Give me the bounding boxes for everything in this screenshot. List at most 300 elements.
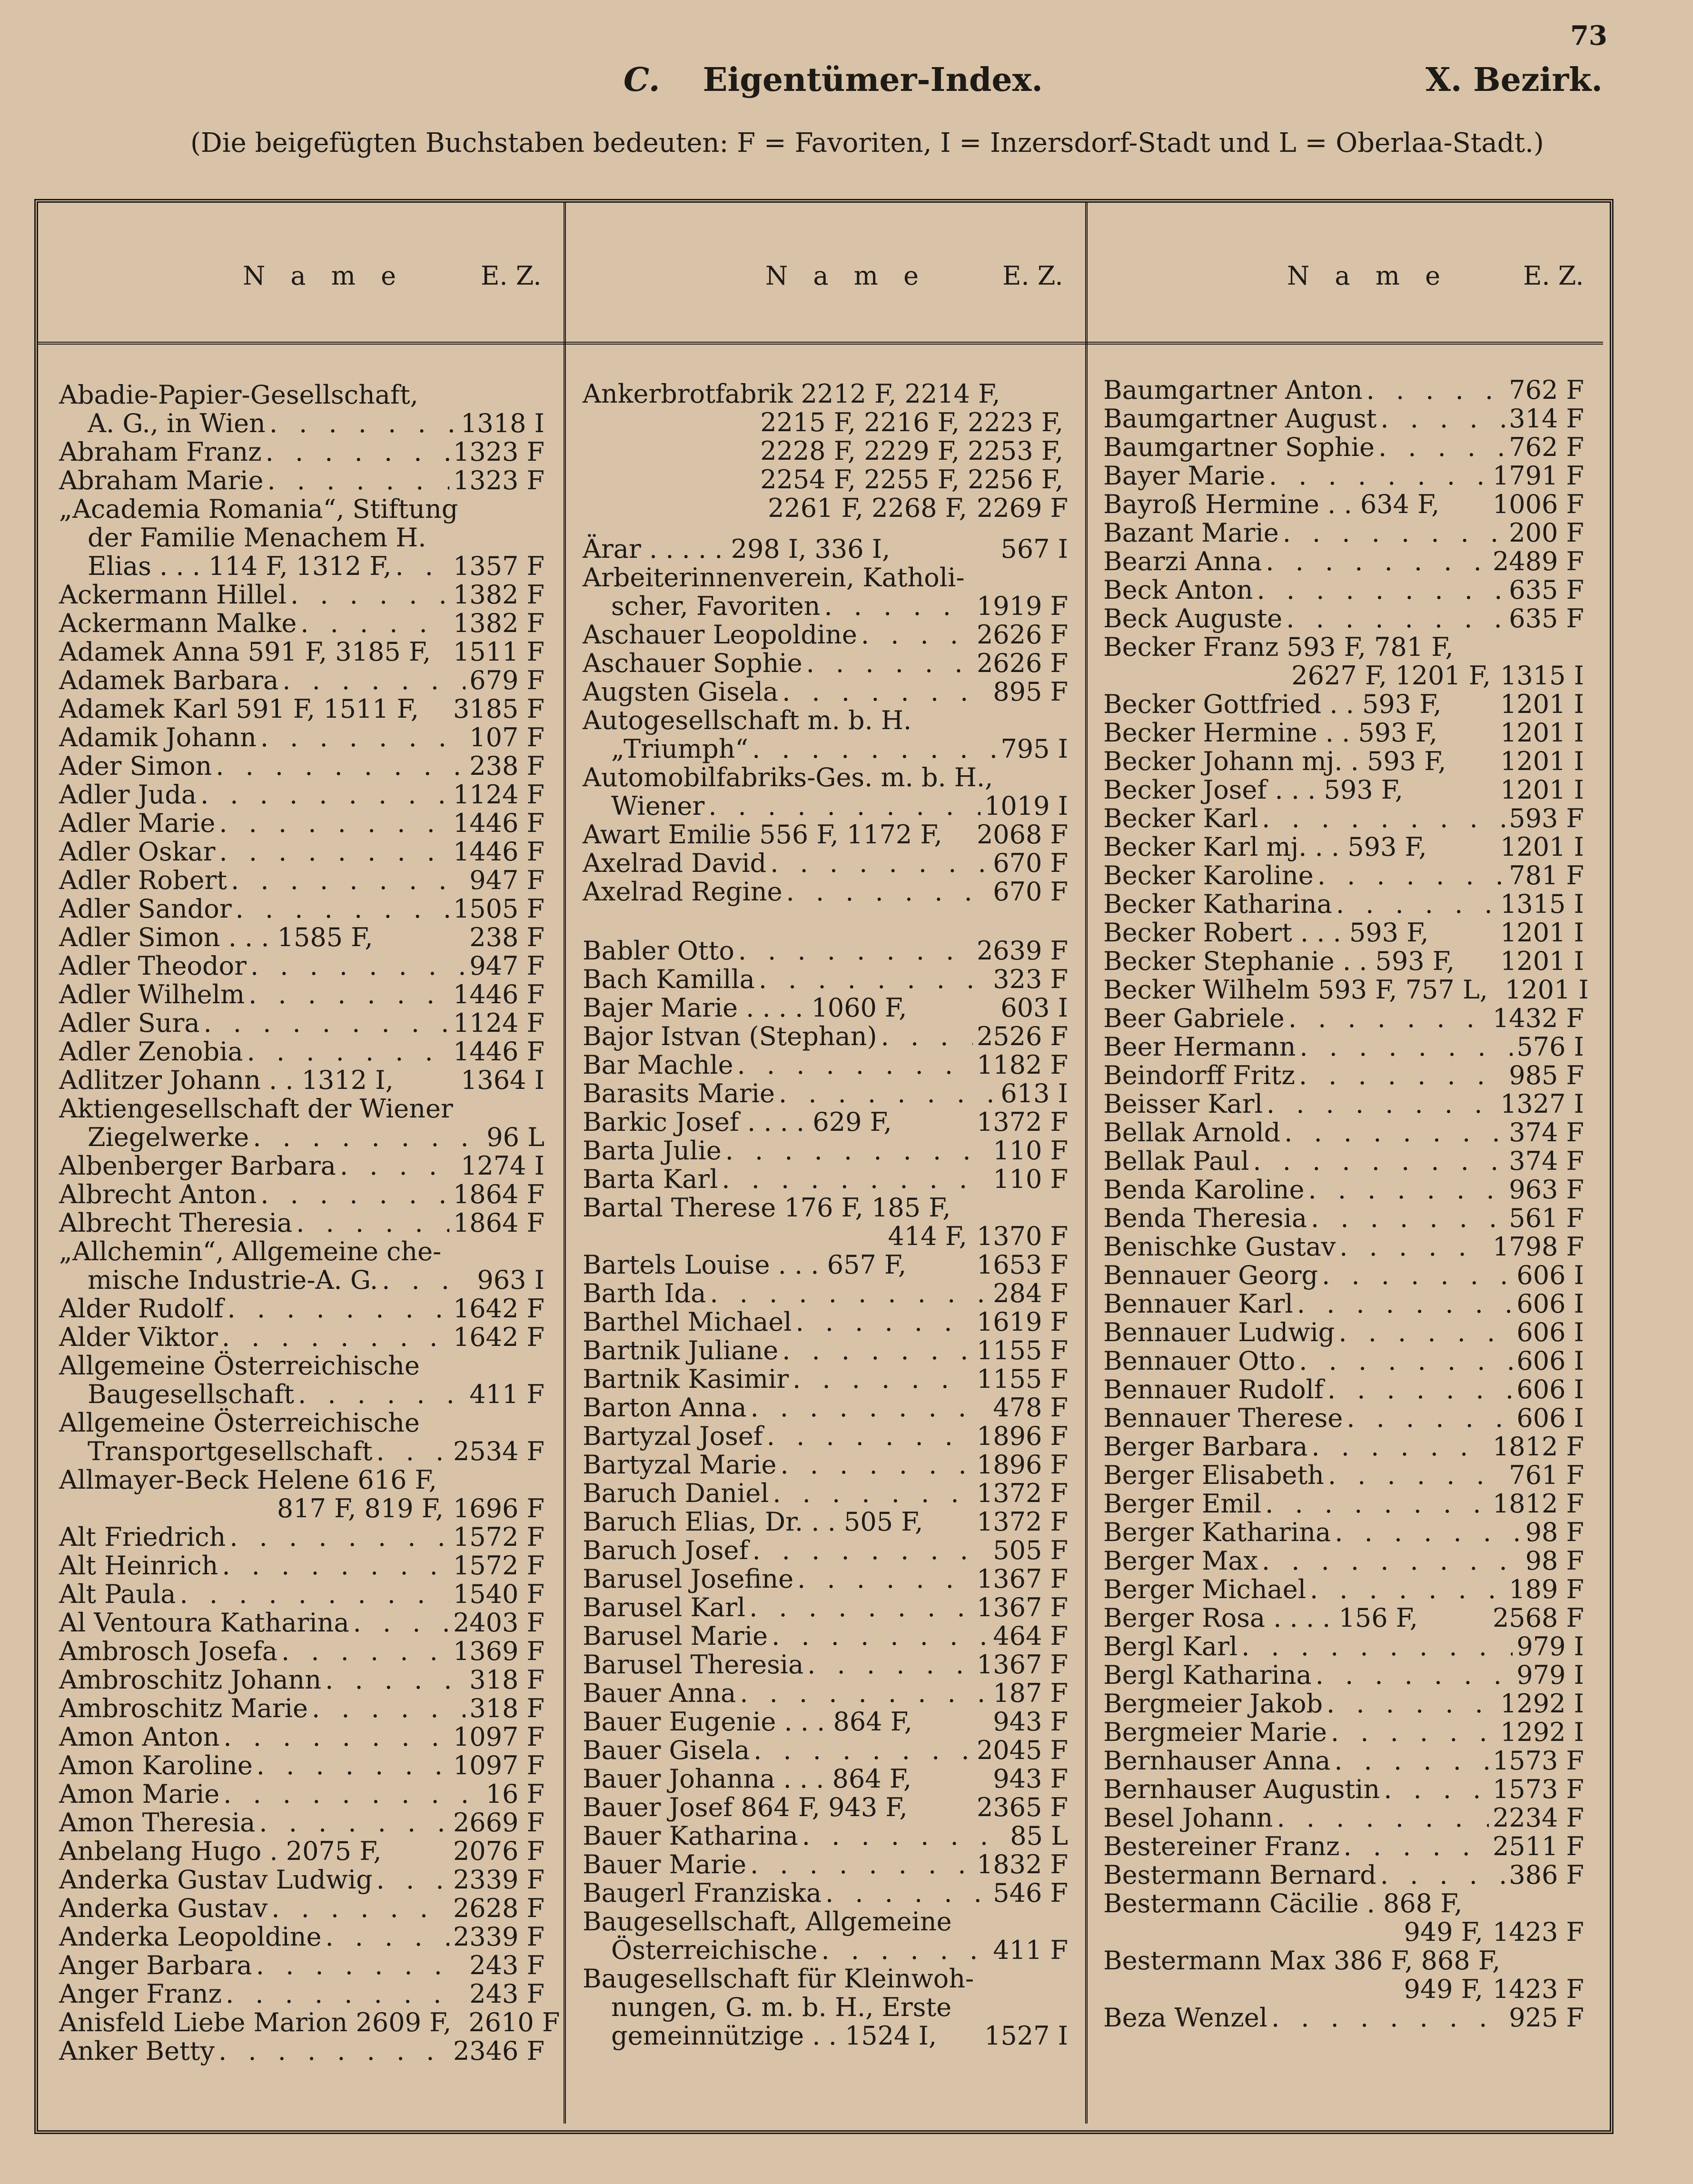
entry-name: Abraham Marie [59,465,264,495]
entry-line [583,735,1068,763]
entry-line [1103,376,1584,405]
entry-name: Baugesellschaft [88,1379,295,1409]
entry-name: Bayroß Hermine . . 634 F, [1103,489,1440,519]
entry-name: Barasits Marie [583,1078,775,1108]
entry-name: Benda Karoline [1103,1175,1305,1205]
entry-name: Ackermann Malke [59,608,297,638]
entry-ez: 2568 F [1492,1603,1584,1633]
entry-name: Adler Juda [59,780,197,810]
entry-line [1103,519,1584,547]
entry-line [1103,1975,1584,2004]
index-entry [583,1907,1068,1965]
entry-name: Adler Simon . . . 1585 F, [59,922,373,952]
index-entry [1103,747,1584,776]
entry-line [1103,690,1584,719]
leader-dots [1336,890,1496,919]
index-entry [1103,1061,1584,1090]
entry-line [583,1479,1068,1508]
entry-name: Anderka Leopoldine [59,1922,322,1952]
entry-name: Berger Emil [1103,1489,1262,1519]
leader-dots [752,1536,989,1565]
entry-line [583,1850,1068,1879]
entry-line [583,1108,1068,1136]
entry-ez: 1201 I [1500,832,1584,862]
index-entry [583,1679,1068,1708]
leader-dots [228,1295,449,1323]
entry-line [583,649,1068,678]
entry-name: Becker Karl [1103,803,1258,833]
entry-name: Becker Katharina [1103,889,1332,919]
page-number: 73 [1570,20,1607,51]
entry-ez: 505 F [993,1535,1068,1565]
entry-continuation: Autogesellschaft m. b. H. [583,705,912,735]
index-entry [1103,1547,1584,1575]
entry-ez: 1812 F [1492,1489,1584,1519]
entry-line [1103,1832,1584,1861]
leader-dots [782,678,989,706]
leader-dots [740,1679,989,1708]
entry-ez: 1315 I [1500,661,1584,691]
entry-continuation: Bestermann Cäcilie . 868 F, [1103,1888,1463,1918]
entry-name: Ackermann Hillel [59,580,287,610]
index-entry [59,1666,545,1694]
index-entry [59,695,545,723]
entry-name: Bar Machle [583,1050,733,1080]
entry-name: Adamik Johann [59,722,257,752]
entry-name: Abraham Franz [59,437,262,467]
entry-ez: 1382 F [453,580,545,610]
leader-dots [1277,1804,1489,1832]
index-entry [583,820,1068,849]
index-entry [59,1866,545,1894]
entry-line [583,1765,1068,1793]
index-entry [583,1765,1068,1793]
entry-continuation: „Academia Romania“, Stiftung [59,494,458,524]
entry-line [1103,1176,1584,1204]
entry-ez: 2626 F [976,648,1068,678]
index-entry [1103,519,1584,547]
entry-ez: 1367 F [976,1650,1068,1680]
index-entry [59,666,545,695]
entry-line [59,1437,545,1466]
index-entry [1103,1433,1584,1461]
entry-line [59,1580,545,1609]
entry-ez: 85 L [1010,1821,1068,1851]
entry-name: 949 F, [1404,1974,1483,2004]
entry-ez: 606 I [1516,1260,1584,1290]
entry-line [583,494,1068,523]
entry-ez: 2534 F [453,1436,545,1466]
page-header [624,61,1043,99]
entry-ez: 670 F [993,848,1068,878]
entry-line [59,1038,545,1066]
entry-ez: 96 L [486,1122,545,1152]
entry-line [583,2022,1068,2050]
entry-line [1103,1604,1584,1632]
entry-name: Alt Paula [59,1579,176,1609]
entry-ez: 670 F [993,877,1068,907]
entry-ez: 1155 F [976,1335,1068,1365]
entry-line [59,552,545,581]
index-entry [583,1850,1068,1879]
leader-dots [1262,804,1505,833]
leader-dots [325,1666,465,1694]
index-entry [1103,1404,1584,1433]
entry-ez: 110 F [993,1164,1068,1194]
index-entry [1103,1718,1584,1747]
entry-line [583,1708,1068,1736]
entry-name: Becker Gottfried . . 593 F, [1103,689,1442,719]
entry-ez: 2489 F [1492,546,1584,576]
entry-ez: 1201 I [1500,746,1584,776]
entry-line [1103,1775,1584,1804]
index-entry [583,763,1068,820]
leader-dots [248,980,449,1009]
leader-dots [1378,433,1505,462]
entry-line [583,1365,1068,1393]
entry-ez: 1097 F [453,1722,545,1752]
leader-dots [226,1980,465,2008]
entry-ez: 1201 I [1500,689,1584,719]
entry-name: Transportgesellschaft [88,1436,373,1466]
entry-name: Barth Ida [583,1278,706,1308]
index-entry [1103,1832,1584,1861]
leader-dots [708,792,980,820]
entry-name: Beer Hermann [1103,1032,1296,1062]
index-entry [583,706,1068,763]
entry-continuation: Bestermann Max 386 F, 868 F, [1103,1946,1501,1976]
entry-ez: 2628 F [453,1893,545,1923]
entry-name: Baruch Josef [583,1535,749,1565]
entry-name: Al Ventoura Katharina [59,1608,349,1638]
leader-dots [1283,519,1505,547]
leader-dots [257,1751,449,1780]
leader-dots [269,409,457,438]
entry-line [1103,1690,1584,1718]
entry-line [1103,1747,1584,1775]
leader-dots [1299,1061,1505,1090]
index-entry [1103,1661,1584,1690]
entry-ez: 1201 I [1500,718,1584,748]
leader-dots [1328,1461,1505,1490]
entry-ez: 635 F [1509,575,1584,605]
entry-name: Bergl Karl [1103,1631,1238,1661]
index-entry [59,1894,545,1923]
entry-continuation: Abadie-Papier-Gesellschaft, [59,380,418,410]
entry-ez: 464 F [993,1621,1068,1651]
entry-ez: 925 F [1509,2003,1584,2033]
entry-name: Bennauer Rudolf [1103,1374,1324,1404]
entry-continuation: 2215 F, 2216 F, 2223 F, [760,407,1063,437]
entry-line [59,1723,545,1751]
index-entry [1103,1347,1584,1375]
entry-name: Bauer Josef 864 F, 943 F, [583,1792,908,1822]
entry-line [1103,1490,1584,1518]
entry-ez: 1182 F [976,1050,1068,1080]
leader-dots [796,1308,973,1336]
entry-name: Ambroschitz Johann [59,1665,322,1695]
index-entry [1103,947,1584,976]
index-entry [59,1323,545,1352]
index-entry [583,937,1068,965]
entry-continuation: Baugesellschaft, Allgemeine [583,1907,952,1937]
leader-dots [222,1552,449,1580]
entry-line [583,1879,1068,1907]
entry-line [59,1180,545,1209]
entry-name: Bazant Marie [1103,518,1279,548]
entry-name: Baruch Elias, Dr. . . 505 F, [583,1507,923,1537]
entry-ez: 606 I [1516,1289,1584,1319]
leader-dots [1335,1518,1521,1547]
entry-ez: 1812 F [1492,1432,1584,1462]
leader-dots [821,1936,989,1965]
entry-name: Besel Johann [1103,1803,1273,1833]
entry-ez: 895 F [993,677,1068,707]
index-entry [1103,1290,1584,1318]
entry-ez: 546 F [993,1878,1068,1908]
entry-line [59,1523,545,1552]
entry-ez: 963 F [1509,1175,1584,1205]
index-entry [59,1694,545,1723]
entry-ez: 187 F [993,1678,1068,1708]
index-entry [59,638,545,666]
entry-line [59,1295,545,1323]
entry-ez: 2639 F [976,936,1068,966]
entry-ez: 1357 F [453,551,545,581]
index-entry [583,994,1068,1022]
entry-ez: 2511 F [1492,1831,1584,1861]
entry-line [59,838,545,866]
index-entry [59,2037,545,2065]
entry-name: Bayer Marie [1103,461,1265,491]
entry-ez: 1327 I [1500,1089,1584,1119]
entry-name: Anisfeld Liebe Marion 2609 F, [59,2007,452,2037]
leader-dots [219,809,449,838]
entry-ez: 2045 F [976,1735,1068,1765]
leader-dots [782,1336,973,1365]
index-entry [583,965,1068,994]
entry-ez: 2339 F [453,1865,545,1895]
leader-dots [216,752,465,781]
entry-line [1103,1861,1584,1889]
index-entry [583,1451,1068,1479]
entry-ez: 1446 F [453,837,545,867]
entry-name: Ärar . . . . . 298 I, 336 I, [583,534,891,564]
entry-line [59,466,545,495]
entry-line [59,809,545,838]
entry-name: Bauer Anna [583,1678,736,1708]
index-entry [59,2007,560,2037]
entry-continuation: der Familie Menachem H. [88,523,426,553]
entry-name: Becker Karl mj. . . 593 F, [1103,832,1427,862]
index-entry [583,1422,1068,1451]
leader-dots [710,1279,989,1308]
entry-line [59,952,545,980]
entry-ez: 2269 F [976,493,1068,523]
entry-ez: 3185 F [453,694,545,724]
index-entry [59,1352,545,1409]
entry-name: Amon Theresia [59,1808,256,1838]
legend-text: (Die beigefügten Buchstaben bedeuten: F = Favoriten, I = Inzersdorf-Stadt und L = Oberlaa-Stadt.) [190,128,1544,158]
entry-name: Amon Marie [59,1779,220,1809]
entry-ez: 1318 I [461,408,545,438]
index-entry [1103,1261,1584,1290]
entry-line [59,609,545,638]
entry-ez: 947 F [469,865,545,895]
entry-line [583,1336,1068,1365]
index-entry [1103,2004,1584,2032]
entry-name: Bestereiner Franz [1103,1831,1340,1861]
entry-line [1103,547,1584,576]
index-entry [583,1879,1068,1907]
entry-ez: 985 F [1509,1060,1584,1090]
leader-dots [1288,1004,1489,1033]
index-entry [59,495,545,581]
entry-ez: 2526 F [976,1021,1068,1051]
entry-line [1103,1461,1584,1490]
entry-ez: 1446 F [453,1037,545,1067]
index-entry [583,649,1068,678]
entry-line [583,820,1068,849]
entry-name: 949 F, [1404,1917,1483,1947]
entry-name: Bennauer Karl [1103,1289,1293,1319]
entry-line [583,1165,1068,1194]
entry-name: Anbelang Hugo . 2075 F, [59,1836,382,1866]
entry-ez: 110 F [993,1136,1068,1166]
entry-line [583,1622,1068,1650]
entry-name: Becker Johann mj. . 593 F, [1103,746,1446,776]
entry-line [583,1051,1068,1079]
index-entry [583,1793,1068,1822]
leader-dots [300,609,449,638]
index-entry [1103,1461,1584,1490]
entry-line [583,1251,1068,1279]
entry-name: Adler Marie [59,808,216,838]
leader-dots [797,1565,973,1593]
entry-line [1103,747,1584,776]
leader-dots [231,866,465,895]
leader-dots [267,466,449,495]
entry-line [583,1736,1068,1765]
leader-dots [751,1393,990,1422]
entry-name: Bartyzal Marie [583,1450,777,1480]
leader-dots [247,1038,449,1066]
entry-ez: 1423 F [1492,1917,1584,1947]
index-entry [59,1951,545,1980]
index-entry [1103,1318,1584,1347]
entry-name: 414 F, [888,1221,967,1251]
entry-line [59,1323,545,1352]
entry-name: Becker Wilhelm 593 F, 757 L, [1103,975,1488,1005]
entry-line [1103,604,1584,633]
entry-name: Barthel Michael [583,1307,792,1337]
entry-line [1103,1290,1584,1318]
entry-line [59,866,545,895]
index-entry [1103,1375,1584,1404]
index-entry [59,1609,545,1637]
index-entry [59,1237,545,1295]
entry-ez: 284 F [993,1278,1068,1308]
leader-dots [792,1365,973,1393]
entry-name: Bernhauser Augustin [1103,1774,1380,1804]
index-entry [583,563,1068,621]
leader-dots [256,1951,466,1980]
entry-line [59,1552,545,1580]
leader-dots [1271,2004,1505,2032]
leader-dots [722,1165,989,1194]
index-entry [583,1708,1068,1736]
entry-line [1103,1033,1584,1061]
entry-name: Albrecht Anton [59,1179,257,1209]
leader-dots [1339,1233,1489,1261]
entry-ez: 576 I [1516,1032,1584,1062]
leader-dots [376,1866,449,1894]
entry-name: 2261 F, 2268 F, [768,493,967,523]
entry-line [59,1123,545,1152]
index-entry [1103,1775,1584,1804]
entry-line [59,1751,545,1780]
entry-name: Wiener [611,791,705,821]
leader-dots [1241,1632,1513,1661]
entry-name: Albrecht Theresia [59,1208,293,1238]
entry-ez: 1919 F [976,591,1068,621]
index-entry [59,381,545,438]
entry-line [59,923,545,952]
index-entry [59,895,545,923]
entry-name: Anger Barbara [59,1950,252,1980]
entry-ez: 1572 F [453,1522,545,1552]
entry-ez: 318 F [469,1693,545,1723]
index-entry [583,1650,1068,1679]
entry-ez: 2610 F [468,2007,560,2037]
entry-name: Ambrosch Josefa [59,1636,277,1666]
entry-line [1103,1004,1584,1033]
entry-name: Berger Michael [1103,1574,1306,1604]
index-entry [583,1336,1068,1365]
entry-line [1103,1090,1584,1118]
index-entry [1103,633,1584,690]
entry-ez: 2669 F [453,1808,545,1838]
index-entry [59,466,545,495]
entry-ez: 603 I [1000,993,1068,1023]
entry-line [583,1022,1068,1051]
leader-dots [223,1780,482,1808]
entry-ez: 1201 I [1505,975,1589,1005]
index-entry [59,809,545,838]
index-entry [59,1637,545,1666]
entry-ez: 98 F [1525,1546,1584,1576]
entry-line [59,695,545,723]
entry-ez: 200 F [1509,518,1584,548]
entry-name: A. G., in Wien [88,408,266,438]
entry-line [59,1866,545,1894]
index-entry [583,1136,1068,1165]
index-entry [1103,690,1584,719]
entry-line [583,592,1068,621]
entry-name: Barta Julie [583,1136,722,1166]
index-entry [59,1295,545,1323]
entry-ez: 2403 F [453,1608,545,1638]
entry-line [59,1808,545,1837]
entry-ez: 1432 F [1492,1003,1584,1033]
column-2 [583,380,1068,2050]
entry-line [1103,719,1584,747]
entry-ez: 1446 F [453,979,545,1009]
entry-name: Adler Wilhelm [59,979,245,1009]
leader-dots [1311,1204,1505,1233]
index-entry [59,609,545,638]
index-entry [583,1622,1068,1650]
